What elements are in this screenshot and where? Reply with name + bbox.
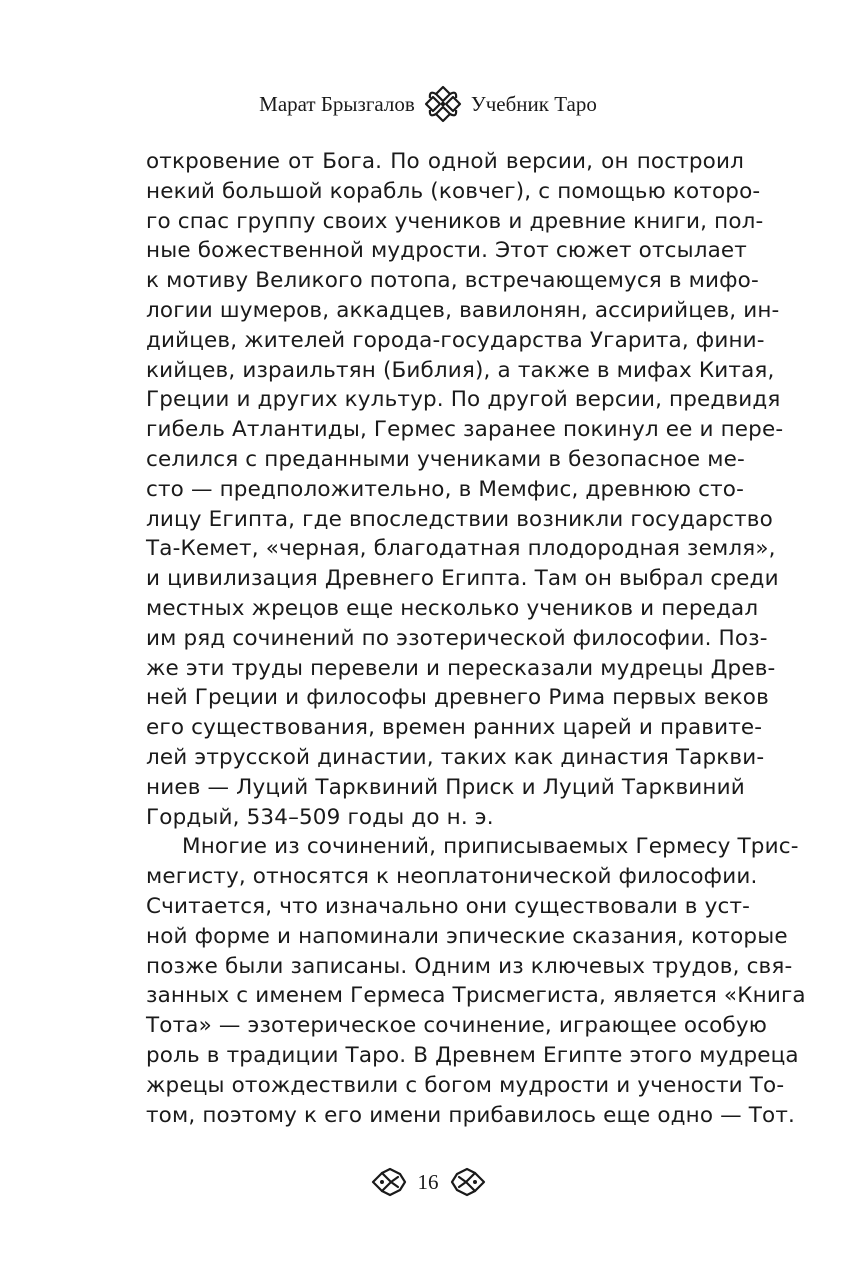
text-line: позже были записаны. Одним из ключевых трудов, свя- — [146, 953, 793, 979]
text-line: Считается, что изначально они существовали в уст- — [146, 893, 751, 919]
celtic-knot-icon — [423, 84, 463, 124]
text-line: мегисту, относятся к неоплатонической философии. — [146, 864, 758, 890]
main-text — [146, 147, 806, 1130]
text-line: го спас группу своих учеников и древние книги, пол- — [146, 208, 764, 234]
paragraph — [146, 147, 784, 832]
text-line: его существования, времен ранних царей и правите- — [146, 715, 763, 741]
text-line: сто — предположительно, в Мемфис, древнюю сто- — [146, 476, 744, 502]
text-line: же эти труды перевели и пересказали мудрецы Древ- — [146, 655, 776, 681]
knot-ornament-left-icon — [370, 1166, 408, 1198]
text-line: том, поэтому к его имени прибавилось еще одно — Тот. — [146, 1102, 796, 1128]
text-line: Та-Кемет, «черная, благодатная плодородная земля», — [146, 536, 776, 562]
text-line: селился с преданными учениками в безопасное ме- — [146, 446, 745, 472]
page-footer — [0, 1162, 856, 1202]
text-line: к мотиву Великого потопа, встречающемуся в мифо- — [146, 268, 759, 294]
text-line: некий большой корабль (ковчег), с помощью которо- — [146, 178, 761, 204]
paragraph — [146, 832, 806, 1130]
text-line: дийцев, жителей города-государства Угарита, фини- — [146, 327, 765, 353]
text-line: занных с именем Гермеса Трисмегиста, является «Книга — [146, 983, 806, 1009]
text-line: лицу Египта, где впоследствии возникли государство — [146, 506, 773, 532]
header-author: Марат Брызгалов — [259, 91, 415, 116]
text-line: кийцев, израильтян (Библия), а также в мифах Китая, — [146, 357, 775, 383]
page-number: 16 — [417, 1169, 439, 1194]
text-line: ниев — Луций Тарквиний Приск и Луций Тарквиний — [146, 774, 745, 800]
text-line: ной форме и напоминали эпические сказания, которые — [146, 923, 788, 949]
text-line: жрецы отождествили с богом мудрости и учености То- — [146, 1072, 785, 1098]
text-line: роль в традиции Таро. В Древнем Египте этого мудреца — [146, 1042, 799, 1068]
text-line: Греции и других культур. По другой версии, предвидя — [146, 387, 781, 413]
knot-ornament-right-icon — [449, 1166, 487, 1198]
text-line: им ряд сочинений по эзотерической философии. Поз- — [146, 625, 768, 651]
text-line: ней Греции и философы древнего Рима первых веков — [146, 685, 769, 711]
text-line: местных жрецов еще несколько учеников и передал — [146, 595, 759, 621]
text-line: Гордый, 534–509 годы до н. э. — [146, 804, 494, 830]
text-line: ные божественной мудрости. Этот сюжет отсылает — [146, 238, 747, 264]
text-line: Тота» — эзотерическое сочинение, играющее особую — [146, 1013, 768, 1039]
text-line: откровение от Бога. По одной версии, он построил — [146, 149, 744, 174]
text-line: гибель Атлантиды, Гермес заранее покинул ее и пере- — [146, 417, 784, 443]
running-header — [0, 84, 856, 124]
text-line: лей этрусской династии, таких как династия Таркви- — [146, 744, 765, 770]
text-line: Многие из сочинений, приписываемых Гермесу Трис- — [182, 834, 799, 860]
header-book-title: Учебник Таро — [470, 91, 597, 116]
text-line: и цивилизация Древнего Египта. Там он выбрал среди — [146, 566, 779, 592]
text-line: логии шумеров, аккадцев, вавилонян, ассирийцев, ин- — [146, 297, 780, 323]
